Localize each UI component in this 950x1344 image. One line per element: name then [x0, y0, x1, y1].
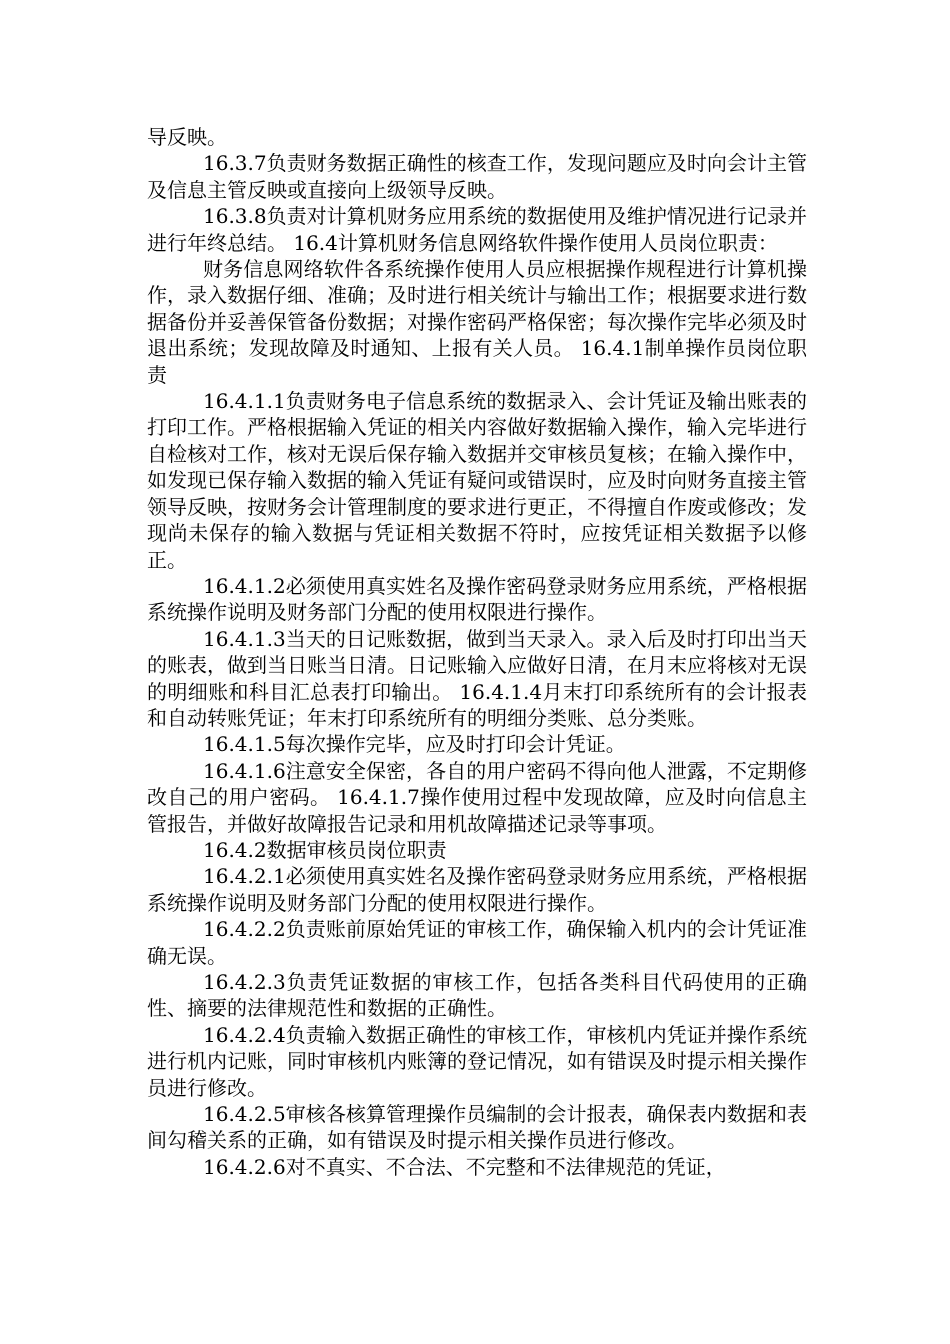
section-heading-16-4-2: 16.4.2数据审核员岗位职责	[203, 837, 447, 862]
paragraph-16-4-1-6: 16.4.1.6注意安全保密，各自的用户密码不得向他人泄露，不定期修改自己的用户密码。 16.4.1.7操作使用过程中发现故障，应及时向信息主管报告，并做好故障报告记录和用机故障描述记录等事项。	[147, 758, 807, 836]
paragraph-16-4-1-5: 16.4.1.5每次操作完毕，应及时打印会计凭证。	[203, 732, 626, 757]
paragraph-16-4-1-1: 16.4.1.1负责财务电子信息系统的数据录入、会计凭证及输出账表的打印工作。严格根据输入凭证的相关内容做好数据输入操作，输入完毕进行自检核对工作，核对无误后保存输入数据并交审核员复核；在输入操作中，如发现已保存输入数据的输入凭证有疑问或错误时，应及时向财务直接主管领导反映，按财务会计管理制度的要求进行更正，不得擅自作废或修改；发现尚未保存的输入数据与凭证相关数据不符时，应按凭证相关数据予以修正。	[147, 389, 807, 572]
paragraph-16-4-2-2: 16.4.2.2负责账前原始凭证的审核工作，确保输入机内的会计凭证准确无误。	[147, 917, 807, 968]
paragraph-16-4-2-4: 16.4.2.4负责输入数据正确性的审核工作，审核机内凭证并操作系统进行机内记账，同时审核机内账簿的登记情况，如有错误及时提示相关操作员进行修改。	[147, 1022, 807, 1100]
paragraph-16-4-2-3: 16.4.2.3负责凭证数据的审核工作，包括各类科目代码使用的正确性、摘要的法律规范性和数据的正确性。	[147, 970, 807, 1021]
document-body	[147, 124, 807, 1180]
paragraph-16-4-2-5: 16.4.2.5审核各核算管理操作员编制的会计报表，确保表内数据和表间勾稽关系的正确，如有错误及时提示相关操作员进行修改。	[147, 1102, 807, 1153]
paragraph-continuation: 导反映。	[147, 125, 227, 149]
paragraph-16-4-1-2: 16.4.1.2必须使用真实姓名及操作密码登录财务应用系统，严格根据系统操作说明及财务部门分配的使用权限进行操作。	[147, 573, 807, 625]
paragraph-16-4-1-3: 16.4.1.3当天的日记账数据，做到当天录入。录入后及时打印出当天的账表，做到当日账当日清。日记账输入应做好日清，在月末应将核对无误的明细账和科目汇总表打印输出。 16.4.1.4月末打印系统所有的会计报表和自动转账凭证；年末打印系统所有的明细分类账、总分类账。	[147, 626, 807, 730]
paragraph-operator-duties-general: 财务信息网络软件各系统操作使用人员应根据操作规程进行计算机操作，录入数据仔细、准确；及时进行相关统计与输出工作；根据要求进行数据备份并妥善保管备份数据；对操作密码严格保密；每次操作完毕必须及时退出系统；发现故障及时通知、上报有关人员。 16.4.1制单操作员岗位职责	[147, 257, 807, 387]
paragraph-16-4-2-6: 16.4.2.6对不真实、不合法、不完整和不法律规范的凭证，	[203, 1154, 726, 1179]
paragraph-16-4-2-1: 16.4.2.1必须使用真实姓名及操作密码登录财务应用系统，严格根据系统操作说明及财务部门分配的使用权限进行操作。	[147, 864, 807, 915]
paragraph-16-3-8: 16.3.8负责对计算机财务应用系统的数据使用及维护情况进行记录并进行年终总结。 16.4计算机财务信息网络软件操作使用人员岗位职责：	[147, 204, 807, 255]
paragraph-16-3-7: 16.3.7负责财务数据正确性的核查工作，发现问题应及时向会计主管及信息主管反映或直接向上级领导反映。	[147, 151, 807, 202]
